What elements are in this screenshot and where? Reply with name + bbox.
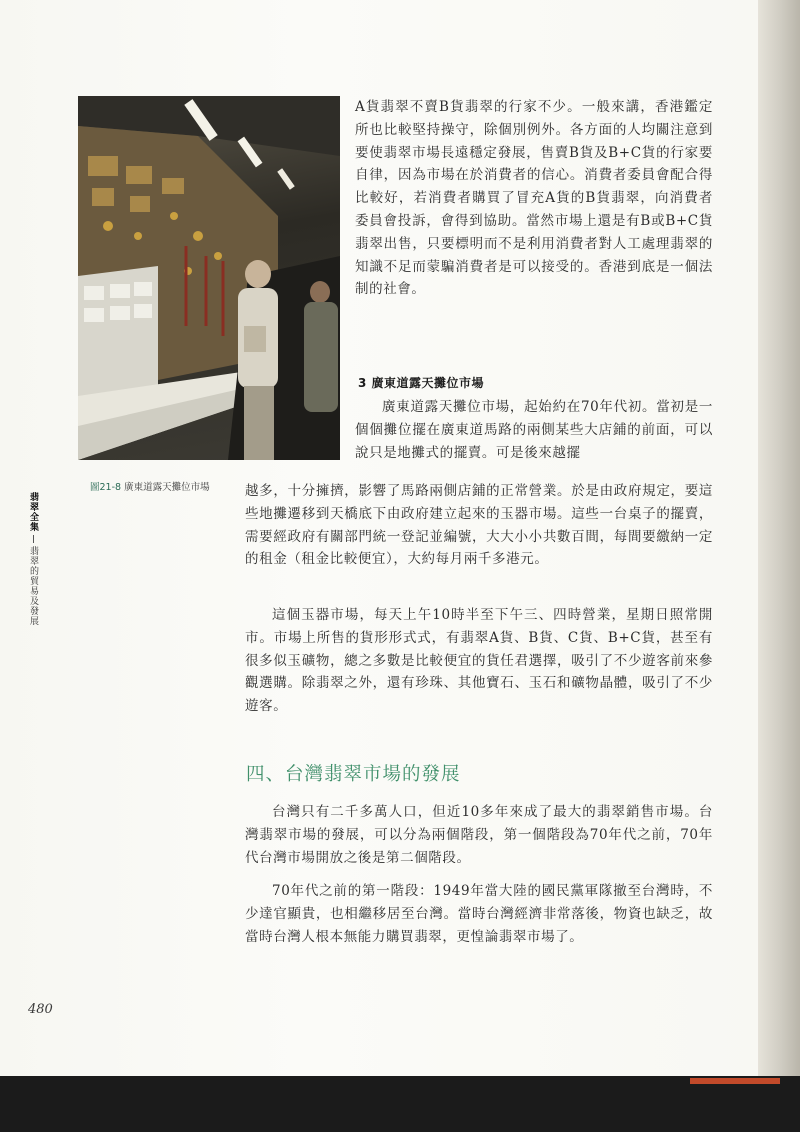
side-tab-divider xyxy=(33,535,34,543)
paragraph-6: 70年代之前的第一階段：1949年當大陸的國民黨軍隊撤至台灣時，不少達官顯貴，也相繼移居至台灣。當時台灣經濟非常落後，物資也缺乏，故當時台灣人根本無能力購買翡翠，更惶論翡翠市場了。 xyxy=(245,883,713,945)
photo-caption xyxy=(90,480,218,495)
subsection-heading: 3 廣東道露天攤位市場 xyxy=(358,376,485,390)
book-cover-edge xyxy=(690,1078,780,1084)
caption-number: 圖21-8 xyxy=(90,482,122,493)
side-chapter-title: 翡翠的貿易及發展 xyxy=(28,546,38,626)
side-book-title: 翡翠全集 xyxy=(28,492,38,532)
caption-text: 廣東道露天攤位市場 xyxy=(124,482,210,493)
paragraph-4: 這個玉器市場，每天上午10時半至下午三、四時營業，星期日照常開市。市場上所售的貨形形式式，有翡翠A貨、B貨、C貨、B+C貨，甚至有很多似玉礦物，總之多數是比較便宜的貨任君選擇，吸引了不少遊客前來參觀選購。除翡翠之外，還有珍珠、其他寶石、玉石和礦物晶體，吸引了不少遊客。 xyxy=(245,607,713,715)
side-chapter-tab xyxy=(26,492,38,626)
paragraph-2: 廣東道露天攤位市場，起始約在70年代初。當初是一個個攤位擺在廣東道馬路的兩側某些大店鋪的前面，可以說只是地攤式的擺賣。可是後來越擺 xyxy=(355,399,713,461)
paragraph-3: 越多，十分擁擠，影響了馬路兩側店鋪的正常營業。於是由政府規定，要這些地攤遷移到天橋底下由政府建立起來的玉器市場。這些一台桌子的擺賣，需要經政府有關部門統一登記並編號，大大小小共數百間，每間要繳納一定的租金（租金比較便宜），大約每月兩千多港元。 xyxy=(245,483,713,568)
scan-bottom-edge xyxy=(0,1076,800,1132)
market-photo xyxy=(78,96,340,460)
section-heading: 四、台灣翡翠市場的發展 xyxy=(246,764,461,785)
page-number: 480 xyxy=(28,1002,53,1017)
page-edge xyxy=(758,0,800,1086)
paragraph-1: A貨翡翠不賣B貨翡翠的行家不少。一般來講，香港鑑定所也比較堅持操守，除個別例外。各方面的人均關注意到要使翡翠市場長遠穩定發展，售賣B貨及B+C貨的行家要自律，因為市場在於消費者的信心。消費者委員會配合得比較好，若消費者購買了冒充A貨的B貨翡翠，向消費者委員會投訴，會得到協助。當然市場上還是有B或B+C貨翡翠出售，只要標明而不是利用消費者對人工處理翡翠的知識不足而蒙騙消費者是可以接受的。香港到底是一個法制的社會。 xyxy=(355,99,713,298)
market-photo-illustration xyxy=(78,96,340,460)
paragraph-5: 台灣只有二千多萬人口，但近10多年來成了最大的翡翠銷售市場。台灣翡翠市場的發展，可以分為兩個階段，第一個階段為70年代之前，70年代台灣市場開放之後是第二個階段。 xyxy=(245,804,713,866)
